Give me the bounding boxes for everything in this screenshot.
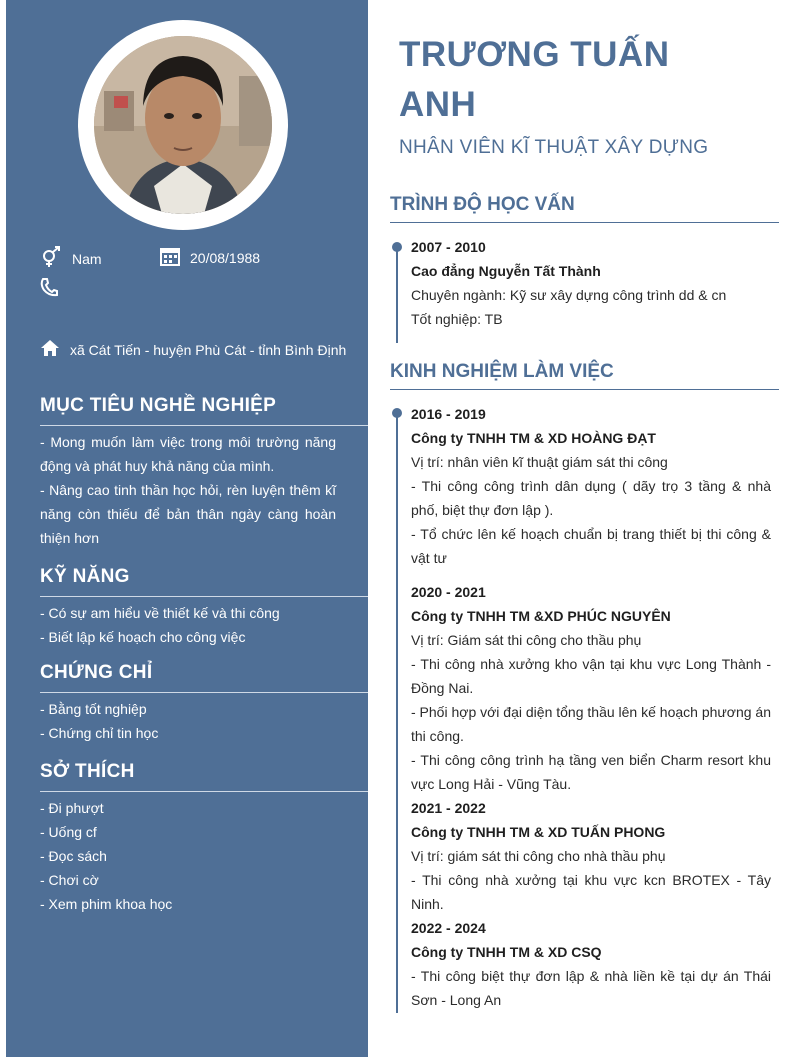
education-year: 2007 - 2010: [411, 239, 486, 255]
job-line: - Thi công công trình dân dụng ( dãy trọ 3 tầng & nhà phố, biệt thự đơn lập ).: [411, 478, 771, 518]
job-line: - Tổ chức lên kế hoạch chuẩn bị trang thiết bị thi công & vật tư: [411, 526, 771, 566]
job-year: 2016 - 2019: [411, 406, 486, 422]
dob-row: [160, 246, 260, 269]
hobbies-list: [40, 796, 340, 916]
timeline-line: [396, 413, 398, 1013]
list-item: - Chứng chỉ tin học: [40, 725, 159, 741]
career-goal-text: [40, 430, 336, 550]
name-line: TRƯƠNG TUẤN: [399, 35, 670, 74]
list-item: - Đọc sách: [40, 848, 107, 864]
list-item: - Biết lập kế hoạch cho công việc: [40, 629, 246, 645]
gender-text: Nam: [72, 250, 102, 267]
certificates-list: [40, 697, 340, 745]
education-school: Cao đẳng Nguyễn Tất Thành: [411, 263, 601, 279]
job-company: Công ty TNHH TM &XD PHÚC NGUYÊN: [411, 608, 671, 624]
job-line: - Thi công công trình hạ tầng ven biển Charm resort khu vực Long Hải - Vũng Tàu.: [411, 752, 771, 792]
job-entry: [411, 916, 771, 1012]
list-item: - Bằng tốt nghiệp: [40, 701, 147, 717]
address-row: [40, 339, 346, 360]
name-line: ANH: [399, 85, 477, 124]
home-icon: [40, 339, 60, 360]
education-major: Chuyên ngành: Kỹ sư xây dựng công trình dd & cn: [411, 287, 727, 303]
phone-icon: [40, 277, 58, 300]
job-entry: [411, 580, 771, 796]
gender-row: [40, 246, 102, 271]
job-line: Vị trí: Giám sát thi công cho thầu phụ: [411, 632, 642, 648]
calendar-icon: [160, 246, 180, 269]
phone-row: [40, 277, 58, 300]
job-year: 2022 - 2024: [411, 920, 486, 936]
job-company: Công ty TNHH TM & XD HOÀNG ĐẠT: [411, 430, 656, 446]
job-line: Vị trí: nhân viên kĩ thuật giám sát thi công: [411, 454, 668, 470]
avatar-frame: [78, 20, 288, 230]
job-line: Vị trí: giám sát thi công cho nhà thầu phụ: [411, 848, 666, 864]
career-goal-heading: MỤC TIÊU NGHỀ NGHIỆP: [40, 395, 368, 426]
job-year: 2021 - 2022: [411, 800, 486, 816]
address-text: xã Cát Tiến - huyện Phù Cát - tỉnh Bình Định: [70, 341, 347, 358]
dob-text: 20/08/1988: [190, 249, 261, 266]
experience-heading: KINH NGHIỆM LÀM VIỆC: [390, 361, 779, 390]
sidebar: [6, 0, 368, 1057]
education-heading: TRÌNH ĐỘ HỌC VẤN: [390, 194, 779, 223]
career-goal-line: - Nâng cao tinh thần học hỏi, rèn luyện thêm kĩ năng còn thiếu để bản thân ngày càng hoàn thiện hơn: [40, 482, 336, 546]
avatar: [94, 36, 272, 214]
skills-list: [40, 601, 340, 649]
list-item: - Uống cf: [40, 824, 97, 840]
job-year: 2020 - 2021: [411, 584, 486, 600]
list-item: - Chơi cờ: [40, 872, 99, 888]
certificates-heading: CHỨNG CHỈ: [40, 662, 368, 693]
job-line: - Phối hợp với đại diện tổng thầu lên kế hoạch phương án thi công.: [411, 704, 771, 744]
job-line: - Thi công nhà xưởng tại khu vực kcn BROTEX - Tây Ninh.: [411, 872, 771, 912]
job-entry: [411, 796, 771, 916]
job-entry: [411, 402, 771, 570]
job-title: NHÂN VIÊN KĨ THUẬT XÂY DỰNG: [399, 137, 709, 158]
person-name: [399, 30, 729, 130]
list-item: - Có sự am hiểu về thiết kế và thi công: [40, 605, 280, 621]
list-item: - Đi phượt: [40, 800, 104, 816]
list-item: - Xem phim khoa học: [40, 896, 173, 912]
education-entry: [411, 235, 771, 331]
job-line: - Thi công biệt thự đơn lập & nhà liền kề tại dự án Thái Sơn - Long An: [411, 968, 771, 1008]
gender-icon: [40, 246, 62, 271]
education-grade: Tốt nghiệp: TB: [411, 311, 503, 327]
job-company: Công ty TNHH TM & XD CSQ: [411, 944, 602, 960]
job-company: Công ty TNHH TM & XD TUẤN PHONG: [411, 824, 666, 840]
timeline-line: [396, 247, 398, 343]
hobbies-heading: SỞ THÍCH: [40, 761, 368, 792]
job-line: - Thi công nhà xưởng kho vận tại khu vực Long Thành - Đồng Nai.: [411, 656, 771, 696]
skills-heading: KỸ NĂNG: [40, 566, 368, 597]
career-goal-line: - Mong muốn làm việc trong môi trường năng động và phát huy khả năng của mình.: [40, 434, 336, 474]
